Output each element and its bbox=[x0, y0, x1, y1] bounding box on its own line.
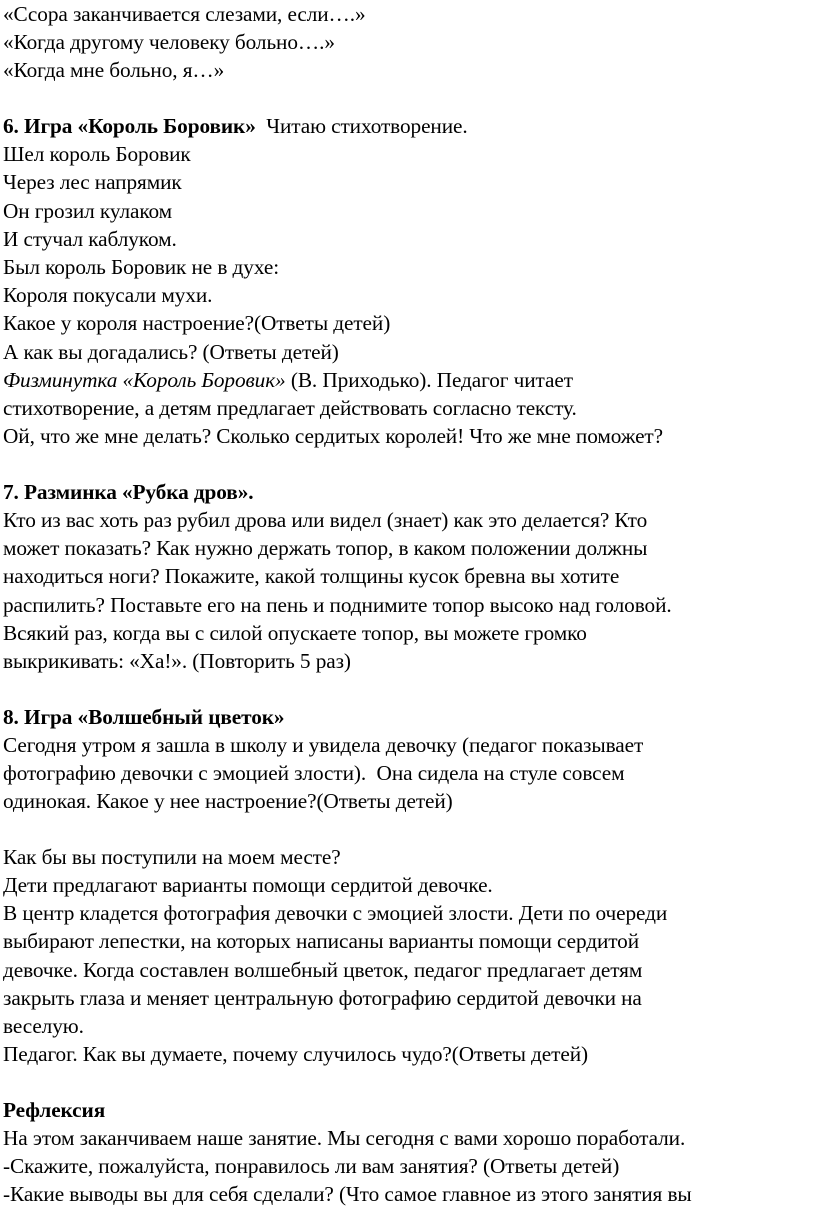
paragraph-gap bbox=[3, 675, 813, 703]
paragraph-gap bbox=[3, 85, 813, 113]
section-6 bbox=[3, 112, 813, 450]
body-line: выкрикивать: «Ха!». (Повторить 5 раз) bbox=[3, 648, 351, 673]
section-8-heading: 8. Игра «Волшебный цветок» bbox=[3, 704, 285, 729]
paragraph-gap bbox=[3, 815, 813, 843]
body-line: фотографию девочки с эмоцией злости). Она сидела на стуле совсем bbox=[3, 761, 625, 785]
intro-line: «Ссора заканчивается слезами, если….» bbox=[3, 2, 366, 26]
section-7-heading-line bbox=[3, 478, 813, 506]
poem-line: Через лес напрямик bbox=[3, 170, 182, 195]
body-line: веселую. bbox=[3, 1014, 84, 1038]
body-line: выбирают лепестки, на которых написаны варианты помощи сердитой bbox=[3, 929, 640, 954]
document-page bbox=[3, 0, 813, 1209]
body-line: Кто из вас хоть раз рубил дрова или видел (знает) как это делается? Кто bbox=[3, 508, 648, 532]
intro-line: «Когда другому человеку больно….» bbox=[3, 30, 335, 55]
body-line: девочке. Когда составлен волшебный цветок, педагог предлагает детям bbox=[3, 957, 643, 982]
body-line: Как бы вы поступили на моем месте? bbox=[3, 844, 341, 869]
poem-line: Шел король Боровик bbox=[3, 142, 191, 167]
poem-line: И стучал каблуком. bbox=[3, 226, 177, 251]
fizminutka-line: стихотворение, а детям предлагает действовать согласно тексту. bbox=[3, 395, 577, 420]
section-7 bbox=[3, 478, 813, 675]
section-6-heading-line bbox=[3, 112, 813, 140]
fizminutka-text: (В. Приходько). Педагог читает bbox=[285, 367, 573, 392]
poem-line: Короля покусали мухи. bbox=[3, 283, 213, 308]
fizminutka-line bbox=[3, 366, 813, 394]
intro-line: «Когда мне больно, я…» bbox=[3, 58, 225, 83]
paragraph-gap bbox=[3, 1068, 813, 1096]
body-line: Всякий раз, когда вы с силой опускаете топор, вы можете громко bbox=[3, 620, 587, 645]
body-line: одинокая. Какое у нее настроение?(Ответы детей) bbox=[3, 789, 453, 814]
reflection-heading: Рефлексия bbox=[3, 1097, 106, 1122]
question-line: А как вы догадались? (Ответы детей) bbox=[3, 339, 339, 364]
poem-line: Был король Боровик не в духе: bbox=[3, 255, 280, 279]
section-6-heading: 6. Игра «Король Боровик» bbox=[3, 114, 256, 139]
body-line: находиться ноги? Покажите, какой толщины кусок бревна вы хотите bbox=[3, 564, 620, 589]
body-line: -Скажите, пожалуйста, понравилось ли вам занятия? (Ответы детей) bbox=[3, 1154, 620, 1179]
body-line: Педагог. Как вы думаете, почему случилось чудо?(Ответы детей) bbox=[3, 1042, 588, 1067]
body-line: Сегодня утром я зашла в школу и увидела девочку (педагог показывает bbox=[3, 732, 644, 757]
poem-line: Он грозил кулаком bbox=[3, 198, 173, 223]
body-line: В центр кладется фотография девочки с эмоцией злости. Дети по очереди bbox=[3, 901, 668, 926]
reflection-section bbox=[3, 1096, 813, 1209]
body-line: Дети предлагают варианты помощи сердитой девочке. bbox=[3, 873, 493, 898]
section-6-heading-tail: Читаю стихотворение. bbox=[255, 114, 468, 139]
body-line: закрыть глаза и меняет центральную фотографию сердитой девочки на bbox=[3, 985, 642, 1010]
intro-block bbox=[3, 0, 813, 85]
section-8 bbox=[3, 703, 813, 1069]
fizminutka-title: Физминутка «Король Боровик» bbox=[3, 367, 286, 392]
question-line: Какое у короля настроение?(Ответы детей) bbox=[3, 311, 391, 336]
body-line: На этом заканчиваем наше занятие. Мы сегодня с вами хорошо поработали. bbox=[3, 1126, 686, 1151]
paragraph-gap bbox=[3, 450, 813, 478]
reflection-heading-line bbox=[3, 1096, 813, 1124]
body-line: распилить? Поставьте его на пень и поднимите топор высоко над головой. bbox=[3, 592, 672, 617]
section-8-heading-line bbox=[3, 703, 813, 731]
fizminutka-line: Ой, что же мне делать? Сколько сердитых королей! Что же мне поможет? bbox=[3, 424, 663, 449]
section-7-heading: 7. Разминка «Рубка дров». bbox=[3, 479, 254, 504]
body-line: может показать? Как нужно держать топор, в каком положении должны bbox=[3, 536, 648, 561]
body-line: -Какие выводы вы для себя сделали? (Что самое главное из этого занятия вы bbox=[3, 1182, 692, 1207]
